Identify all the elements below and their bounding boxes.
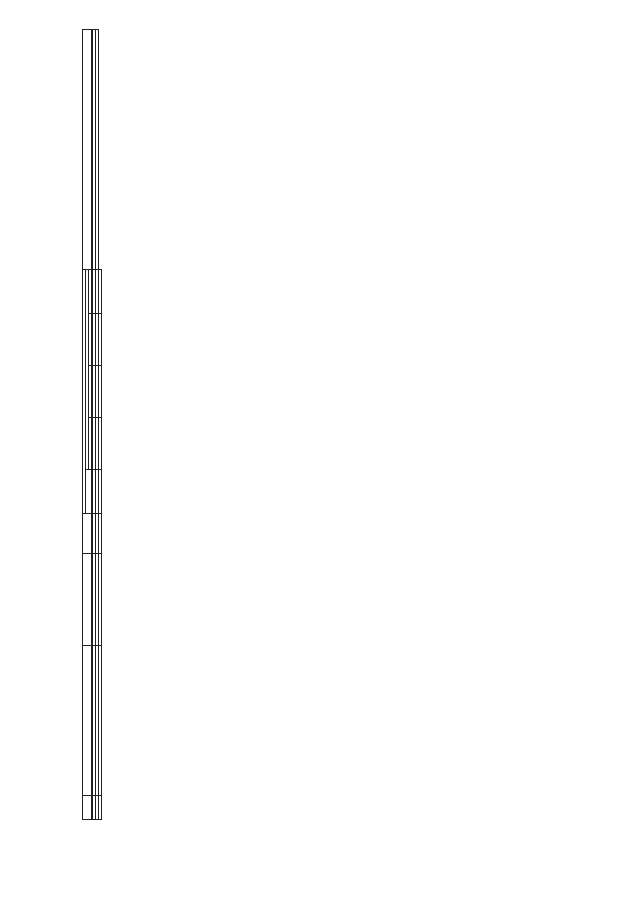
row-executor: [99, 554, 102, 646]
row-local: [99, 314, 102, 366]
row-total: [99, 470, 102, 514]
row-number: [99, 796, 102, 820]
header-year: [83, 514, 92, 554]
program-table: [82, 29, 102, 820]
header-exec: [83, 554, 92, 646]
row-federal: [99, 418, 102, 470]
row-regional: [99, 366, 102, 418]
rotated-table-sheet: [82, 30, 632, 820]
header-result: [83, 29, 92, 269]
header-num: [83, 796, 92, 820]
row-extrabudget: [99, 269, 102, 313]
row-activity-name: [99, 646, 102, 796]
row-result: [96, 29, 99, 269]
header-name: [83, 646, 92, 796]
table-row: [99, 29, 102, 819]
row-years: [99, 514, 102, 554]
